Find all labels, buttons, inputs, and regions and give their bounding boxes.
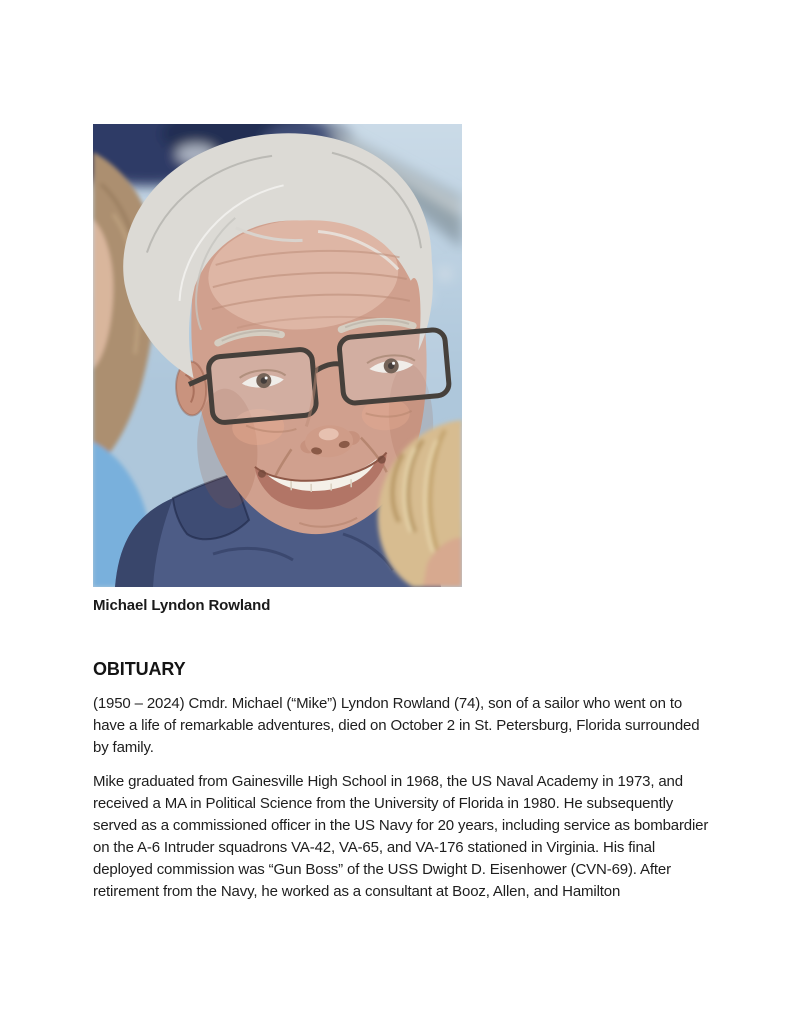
- obituary-photo: [93, 124, 462, 587]
- photo-caption: Michael Lyndon Rowland: [93, 597, 271, 614]
- portrait-illustration: [93, 124, 462, 587]
- obituary-paragraph-1: (1950 – 2024) Cmdr. Michael (“Mike”) Lyndon Rowland (74), son of a sailor who went on to have a life of remarkable adventures, died on October 2 in St. Petersburg, Florida surrounded by family.: [93, 695, 700, 756]
- obituary-paragraph-2: Mike graduated from Gainesville High School in 1968, the US Naval Academy in 1973, and received a MA in Political Science from the University of Florida in 1980. He subsequently served as a commissioned officer in the US Navy for 20 years, including service as bombardier on the A-6 Intruder squadrons VA-42, VA-65, and VA-176 stationed in Virginia. His final deployed commission was “Gun Boss” of the USS Dwight D. Eisenhower (CVN-69). After retirement from the Navy, he worked as a consultant at Booz, Allen, and Hamilton: [93, 773, 709, 900]
- obituary-heading: OBITUARY: [93, 659, 186, 679]
